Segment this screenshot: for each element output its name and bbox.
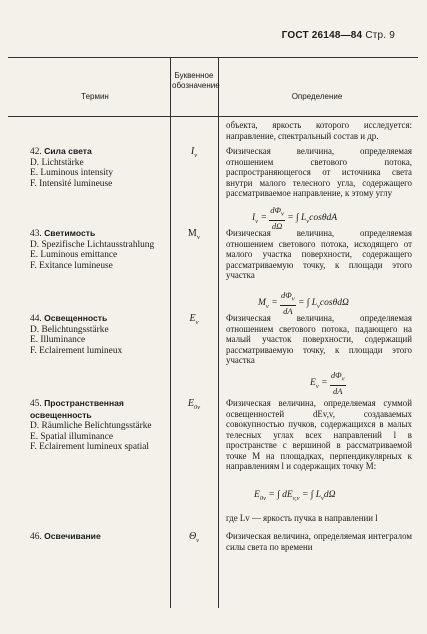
formula-44: $E_v$ = $\frac{d\Phi_v}{dA}$ bbox=[310, 370, 345, 396]
term-ru: Пространственная освещенность bbox=[30, 398, 124, 420]
term-43 bbox=[30, 228, 170, 271]
definition-43: Физическая величина, определяемая отношением светового потока, исходящего от малого участка поверхности, содержащего рассматриваемую точку, к площади этого участка bbox=[226, 228, 412, 280]
symbol-42: $I_v$ bbox=[190, 146, 198, 159]
column-header-term: Термин bbox=[81, 92, 109, 101]
term-de: D. Räumliche Belichtungsstärke bbox=[30, 421, 152, 432]
standard-code: ГОСТ 26148—84 bbox=[281, 30, 363, 41]
term-number: 42. bbox=[30, 147, 42, 157]
symbol-43: $M_v$ bbox=[187, 228, 201, 241]
column-divider-2 bbox=[218, 57, 219, 608]
definition-continuation: объекта, яркость которого исследуется: направление, спектральный состав и др. bbox=[226, 120, 412, 141]
term-ru: Освечивание bbox=[44, 531, 101, 541]
term-fr: F. Eclairement lumineux bbox=[30, 345, 123, 356]
term-number: 44. bbox=[30, 314, 42, 324]
term-fr: F. Intensité lumineuse bbox=[30, 178, 113, 189]
term-en: E. Luminous intensity bbox=[30, 168, 114, 179]
term-en: E. Luminous emittance bbox=[30, 250, 118, 261]
term-45 bbox=[30, 398, 172, 453]
symbol-46: $\Theta_v$ bbox=[188, 531, 200, 544]
symbol-44: $E_v$ bbox=[189, 313, 199, 326]
formula-45: $E_{0v}$ = ∫ $dE_{v,v}$ = ∫ $L_vd\Omega$ bbox=[254, 490, 336, 502]
definition-45: Физическая величина, определяемая суммой освещенностей dEv,v, создаваемых совокупностью пучков, содержащихся в малых телесных углах всех направлений l в пространстве с вершиной в рассматриваемой точке M на площадках, перпендикулярных к направлениям l и содержащих точку M: bbox=[226, 398, 412, 471]
page-header bbox=[282, 30, 395, 41]
column-header-definition: Определение bbox=[291, 92, 343, 101]
term-de: D. Belichtungsstärke bbox=[30, 324, 109, 335]
term-de: D. Lichtstärke bbox=[30, 157, 84, 168]
term-ru: Сила света bbox=[44, 146, 92, 156]
term-ru: Светимость bbox=[44, 228, 96, 238]
term-number: 45. bbox=[30, 399, 42, 409]
term-ru: Освещенность bbox=[44, 313, 108, 323]
page-number: Стр. 9 bbox=[365, 30, 395, 41]
term-fr: F. Exitance lumineuse bbox=[30, 260, 113, 271]
term-46 bbox=[30, 531, 101, 543]
term-fr: F. Eclairement lumineux spatial bbox=[30, 442, 150, 453]
symbol-45: $E_{0v}$ bbox=[187, 398, 201, 411]
term-42 bbox=[30, 146, 113, 189]
definition-42: Физическая величина, определяемая отношением светового потока, распространяющегося от источника света внутри малого телесного угла, содержащего рассматриваемое направление, к этому углу bbox=[226, 146, 412, 198]
term-number: 46. bbox=[30, 532, 42, 542]
table-top-rule bbox=[8, 57, 418, 58]
column-header-symbol: Буквенное обозначение bbox=[172, 71, 220, 90]
definition-46: Физическая величина, определяемая интегралом силы света по времени bbox=[226, 531, 412, 552]
term-44 bbox=[30, 313, 122, 356]
term-de: D. Spezifische Lichtausstrahlung bbox=[30, 239, 155, 250]
column-divider-1 bbox=[170, 57, 171, 608]
term-en: E. Spatial illuminance bbox=[30, 431, 114, 442]
definition-44: Физическая величина, определяемая отношением светового потока, падающего на малый участок поверхности, содержащий рассматриваемую точку, к площади этого участка bbox=[226, 313, 412, 365]
table-head-rule bbox=[8, 116, 418, 117]
term-number: 43. bbox=[30, 229, 42, 239]
term-en: E. Illuminance bbox=[30, 335, 86, 346]
formula-43: $M_v$ = $\frac{d\Phi_v}{dA}$ = ∫ $L_v\cos\theta d\Omega$ bbox=[258, 290, 349, 316]
definition-45-note: где Lv — яркость пучка в направлении l bbox=[226, 513, 378, 523]
formula-42: $I_v$ = $\frac{d\Phi_v}{d\Omega}$ = ∫ $L_v\cos\theta dA$ bbox=[252, 205, 338, 231]
